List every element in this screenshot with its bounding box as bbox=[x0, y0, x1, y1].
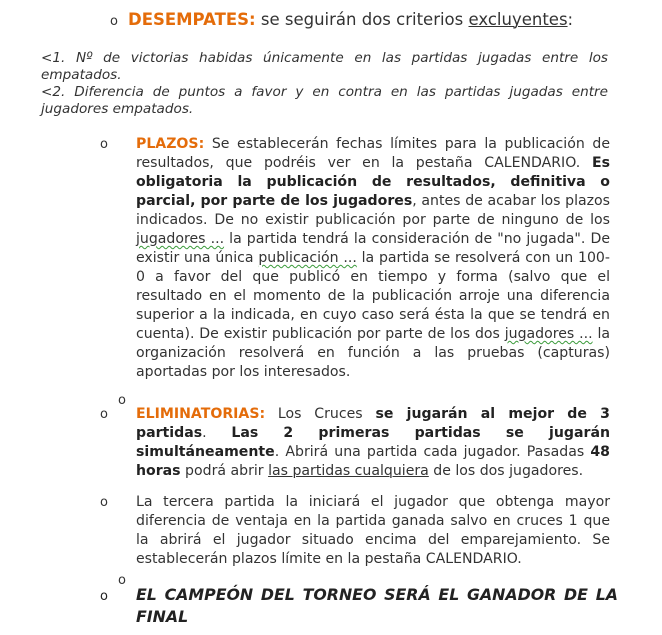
eliminatorias-text-5: de los dos jugadores. bbox=[428, 463, 584, 479]
bullet-icon: o bbox=[118, 393, 126, 408]
plazos-bold-1: Es obligatoria la publicación de resultados, definitiva o parcial, por parte de los jugadores bbox=[136, 155, 610, 209]
eliminatorias-bold-2: Las 2 primeras partidas se jugarán simultáneamente bbox=[136, 425, 610, 460]
bullet-icon: o bbox=[100, 589, 108, 604]
desempates-text: se seguirán dos criterios bbox=[255, 10, 469, 29]
plazos-text-1: Se establecerán fechas límites para la publicación de resultados, que podréis ver en la pestaña CALENDARIO. bbox=[136, 136, 610, 171]
eliminatorias-label: ELIMINATORIAS bbox=[136, 406, 260, 422]
plazos-text-3: la partida tendrá la consideración de "no jugada". De existir una única bbox=[136, 231, 610, 266]
plazos-spell-2: publicación ... bbox=[258, 250, 357, 266]
campeon-text: EL CAMPEÓN DEL TORNEO SERÁ EL GANADOR DE LA FINAL bbox=[136, 585, 618, 626]
desempates-text-end: : bbox=[567, 10, 574, 29]
eliminatorias-bold-1: se jugarán al mejor de 3 partidas bbox=[136, 406, 610, 441]
plazos-spell-3: jugadores ... bbox=[504, 326, 593, 342]
desempates-heading bbox=[110, 10, 573, 29]
eliminatorias-text-1: Los Cruces bbox=[265, 406, 376, 422]
plazos-colon: : bbox=[198, 136, 205, 152]
campeon-statement bbox=[100, 585, 618, 627]
desempates-label: DESEMPATES: bbox=[128, 10, 256, 29]
bullet-icon: o bbox=[100, 137, 108, 152]
eliminatorias-colon: : bbox=[259, 406, 266, 422]
eliminatorias-text-4: podrá abrir bbox=[180, 463, 269, 479]
criterion-1 bbox=[41, 50, 608, 84]
criterion-1-line1: <1. Nº de victorias habidas únicamente en las partidas jugadas entre los bbox=[41, 50, 608, 66]
plazos-text-2: , antes de acabar los plazos indicados. De no existir publicación por parte de ninguno de los bbox=[136, 193, 610, 228]
criterion-2-line1: <2. Diferencia de puntos a favor y en contra en las partidas jugadas entre bbox=[41, 84, 608, 100]
desempates-underlined: excluyentes bbox=[468, 10, 568, 29]
tercera-partida-item bbox=[100, 493, 610, 569]
bullet-icon: o bbox=[100, 495, 108, 510]
criterion-2 bbox=[41, 84, 608, 118]
plazos-text-5: la organización resolverá en función a las pruebas (capturas) aportadas por los interesados. bbox=[136, 326, 610, 380]
plazos-label: PLAZOS bbox=[136, 136, 199, 152]
plazos-section bbox=[100, 135, 610, 382]
plazos-text-4: la partida se resolverá con un 100-0 a favor del que publicó en tiempo y forma (salvo que el resultado en el momento de la publicación arroje una diferencia superior a la indicada, en cuyo caso será ésta la que se tendrá en cuenta). De existir publicación por parte de los dos bbox=[136, 250, 610, 342]
bullet-icon: o bbox=[100, 407, 108, 422]
eliminatorias-bold-3: 48 horas bbox=[136, 444, 610, 479]
bullet-icon: o bbox=[110, 14, 118, 29]
eliminatorias-text-3: . Abrirá una partida cada jugador. Pasadas bbox=[274, 444, 591, 460]
bullet-icon: o bbox=[118, 573, 126, 588]
criterion-1-line2: empatados. bbox=[41, 67, 122, 83]
eliminatorias-section bbox=[100, 405, 610, 481]
eliminatorias-underlined: las partidas cualquiera bbox=[268, 463, 429, 479]
plazos-spell-1: jugadores ... bbox=[136, 231, 225, 247]
tercera-text: La tercera partida la iniciará el jugador que obtenga mayor diferencia de ventaja en la partida ganada salvo en cruces 1 que la abrirá el jugador situado encima del emparejamiento. Se establecerán plazos límite en la pestaña CALENDARIO. bbox=[136, 494, 610, 567]
criterion-2-line2: jugadores empatados. bbox=[41, 101, 194, 117]
eliminatorias-text-2: . bbox=[202, 425, 232, 441]
